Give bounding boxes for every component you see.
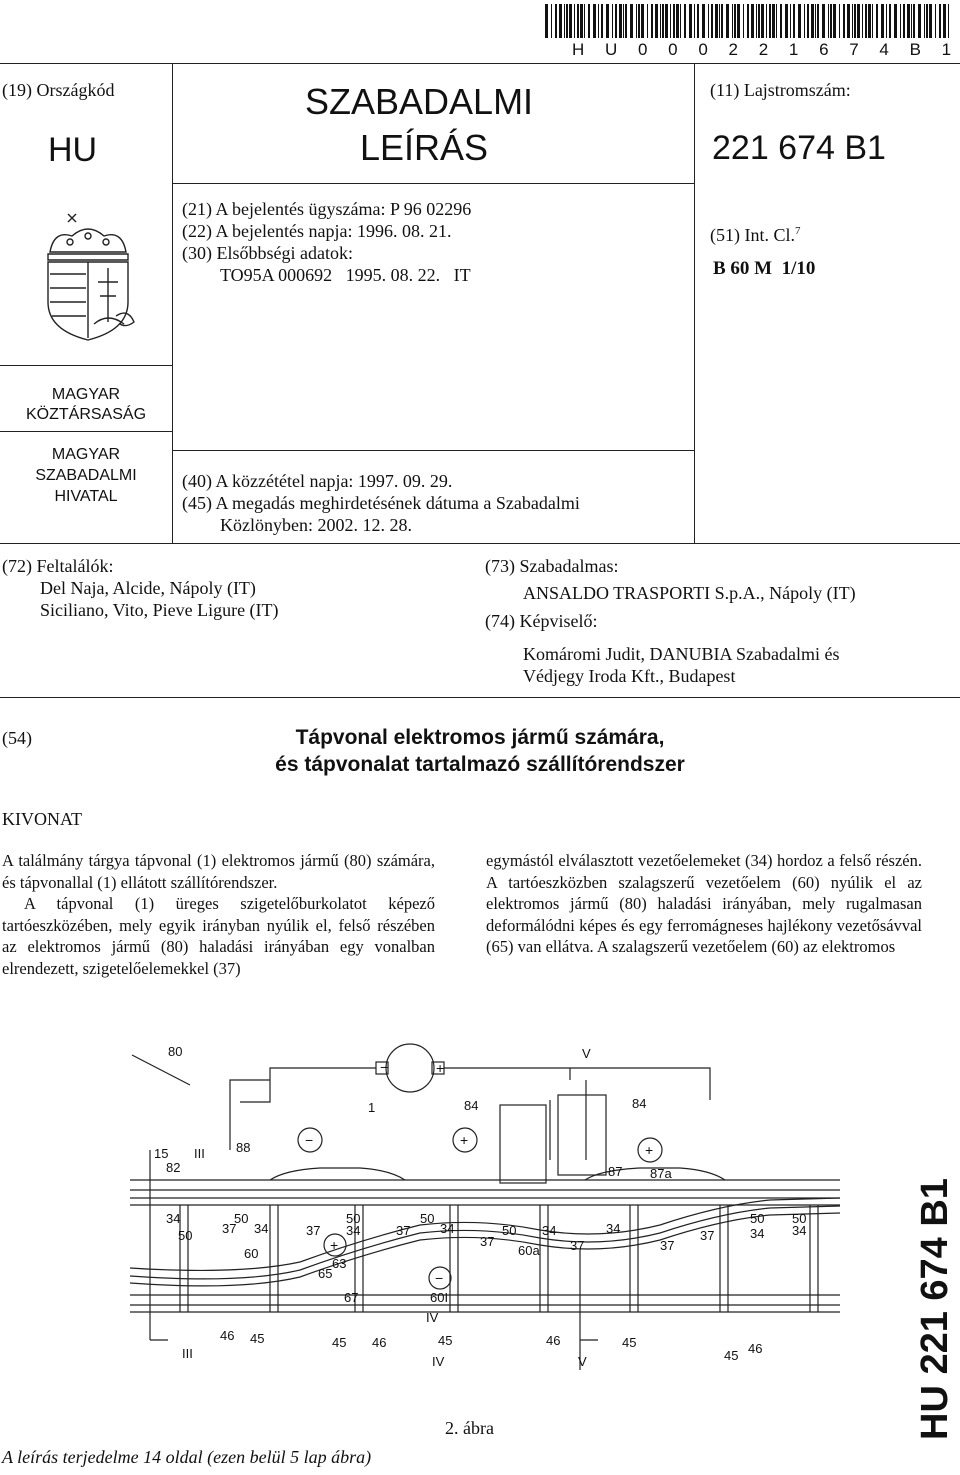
barcode-bar — [721, 4, 723, 38]
barcode-bar — [913, 4, 915, 38]
barcode-text: H U 0 0 0 2 2 1 6 7 4 B 1 — [572, 40, 960, 59]
barcode-bar — [580, 4, 583, 38]
barcode-bar — [903, 4, 905, 38]
barcode-bar — [911, 4, 912, 38]
pub-date: (40) A közzététel napja: 1997. 09. 29. — [182, 471, 453, 491]
grant-date-line1: (45) A megadás meghirdetésének dátuma a Szabadalmi — [182, 493, 580, 513]
footer-note: A leírás terjedelme 14 oldal (ezen belül 5 lap ábra) — [2, 1447, 372, 1467]
barcode-bar — [862, 4, 863, 38]
barcode-bar — [719, 4, 720, 38]
barcode-bar — [694, 4, 695, 38]
figure-label-l37d: 37 — [480, 1234, 495, 1249]
barcode-bar — [804, 4, 805, 38]
abstract-right-p1: egymástól elválasztott vezetőelemeket (34) hordoz a felső részén. A tartóeszközben szalagszerű vezetőelem (60) nyúlik el az elektromos jármű (80) haladási irányában, mely rugalmasan deformálódni képes és egy ferromágneses hajlékony vezetősávval (65) van ellátva. A szalagszerű vezetőelem (60) az elektromos — [486, 851, 922, 956]
barcode-bar — [638, 4, 640, 38]
barcode-bar — [726, 4, 729, 38]
barcode-bar — [772, 4, 775, 38]
barcode-bar — [747, 4, 749, 38]
barcode-bar — [619, 4, 622, 38]
figure-label-l37a: 37 — [222, 1221, 237, 1236]
grant-date-line2: Közlönyben: 2002. 12. 28. — [220, 515, 412, 535]
barcode-bar — [737, 4, 740, 38]
barcode-bar — [680, 4, 681, 38]
office-name — [0, 444, 172, 507]
divider — [0, 365, 172, 366]
office-country-line2: KÖZTÁRSASÁG — [25, 406, 147, 423]
barcode-bar — [625, 4, 627, 38]
barcode-bars — [545, 4, 955, 38]
figure-label-l45d: 45 — [622, 1335, 637, 1350]
barcode-bar — [868, 4, 871, 38]
figure-2 — [120, 1040, 890, 1370]
country-code: HU — [48, 131, 98, 169]
barcode-bar — [734, 4, 736, 38]
figure-label-lIV_bot: IV — [432, 1354, 445, 1369]
figure-label-l1: 1 — [368, 1100, 376, 1115]
box-84-left — [500, 1105, 546, 1183]
abstract-left-p1: A találmány tárgya tápvonal (1) elektromos jármű (80) számára, és tápvonallal (1) ellátott szállítórendszer. — [2, 851, 435, 892]
figure-label-l46a: 46 — [220, 1328, 235, 1343]
barcode-bar — [641, 4, 644, 38]
barcode-bar — [807, 4, 809, 38]
barcode-bar — [822, 4, 825, 38]
divider — [172, 450, 694, 451]
figure-label-l50b: 50 — [234, 1211, 249, 1226]
figure-label-lIII_top: III — [194, 1146, 205, 1161]
barcode-bar — [926, 4, 928, 38]
figure-label-lIII_bot: III — [182, 1346, 193, 1361]
barcode-bar — [756, 4, 757, 38]
abstract-left-p2: A tápvonal (1) üreges szigetelőburkolatot képező tartóeszközében, mely egyik irányban nyúlik el, felső részében az elektromos jármű (80) haladási irányában egy vonalban elrendezett, szigetelőelemekkel (37) — [2, 894, 435, 978]
barcode-bar — [780, 4, 782, 38]
figure-drawing — [120, 1040, 890, 1370]
reg-number: 221 674 B1 — [712, 129, 886, 167]
figure-label-l87a: 87a — [650, 1166, 672, 1181]
int-cl-text: (51) Int. Cl. — [710, 225, 795, 245]
barcode-bar — [872, 4, 873, 38]
title-line2: és tápvonalat tartalmazó szállítórendszer — [275, 753, 685, 776]
divider — [172, 63, 173, 543]
barcode-bar — [711, 4, 713, 38]
figure-label-l60I: 60I — [430, 1290, 449, 1305]
barcode-bar — [900, 4, 901, 38]
figure-sign-plus: + — [330, 1237, 339, 1253]
figure-label-l60: 60 — [244, 1246, 259, 1261]
barcode-bar — [732, 4, 733, 38]
barcode-bar — [598, 4, 599, 38]
priority-label: (30) Elsőbbségi adatok: — [182, 243, 353, 263]
divider — [0, 431, 172, 432]
figure-label-l34f: 34 — [606, 1221, 621, 1236]
figure-label-l67: 67 — [344, 1290, 359, 1305]
barcode-bar — [907, 4, 910, 38]
country-code-label: (19) Országkód — [2, 80, 115, 100]
barcode-bar — [843, 4, 845, 38]
barcode-bar — [918, 4, 921, 38]
barcode-bar — [828, 4, 829, 38]
figure-label-l15: 15 — [154, 1146, 169, 1161]
figure-label-l50e: 50 — [502, 1223, 517, 1238]
barcode-bar — [886, 4, 887, 38]
figure-label-l37f: 37 — [660, 1238, 675, 1253]
barcode-bar — [651, 4, 653, 38]
barcode-bar — [559, 4, 562, 38]
barcode-bar — [839, 4, 840, 38]
barcode-bar — [662, 4, 664, 38]
barcode-bar — [766, 4, 767, 38]
figure-label-l80: 80 — [168, 1044, 183, 1059]
int-cl-label — [710, 220, 801, 246]
barcode-bar — [689, 4, 692, 38]
figure-label-l37b: 37 — [306, 1223, 321, 1238]
motor-circle — [386, 1044, 434, 1092]
figure-label-l45c: 45 — [438, 1333, 453, 1348]
figure-sign-plus: + — [460, 1132, 469, 1148]
barcode-bar — [647, 4, 648, 38]
barcode-bar — [593, 4, 596, 38]
figure-label-l50a: 50 — [178, 1228, 193, 1243]
office-line2: SZABADALMI — [35, 467, 137, 484]
figure-label-l34d: 34 — [440, 1221, 455, 1236]
barcode-bar — [948, 4, 949, 38]
barcode-bar — [566, 4, 568, 38]
figure-label-l63: 63 — [332, 1256, 347, 1271]
figure-label-l84a: 84 — [464, 1098, 479, 1113]
barcode-bar — [584, 4, 585, 38]
barcode-bar — [854, 4, 856, 38]
figure-label-l50d: 50 — [420, 1211, 435, 1226]
figure-label-l45a: 45 — [250, 1331, 265, 1346]
barcode-bar — [943, 4, 946, 38]
figure-sign-minus: − — [305, 1132, 314, 1148]
representative-label: (74) Képviselő: — [485, 611, 598, 631]
divider — [0, 543, 960, 544]
barcode-bar — [630, 4, 633, 38]
office-country-line1: MAGYAR — [51, 386, 121, 403]
figure-label-l34e: 34 — [542, 1223, 557, 1238]
figure-label-l37e: 37 — [570, 1238, 585, 1253]
box-84-right — [558, 1095, 606, 1175]
figure-label-l34a: 34 — [166, 1211, 181, 1226]
coat-of-arms-icon — [40, 212, 136, 344]
figure-sign-minus: − — [435, 1270, 444, 1286]
figure-label-l45b: 45 — [332, 1335, 347, 1350]
barcode-bar — [865, 4, 867, 38]
figure-label-l50c: 50 — [346, 1211, 361, 1226]
barcode-bar — [815, 4, 816, 38]
barcode-bar — [623, 4, 624, 38]
inventor-2: Siciliano, Vito, Pieve Ligure (IT) — [40, 600, 279, 620]
barcode-bar — [551, 4, 552, 38]
figure-label-l34g: 34 — [792, 1223, 807, 1238]
figure-sign-plus: + — [645, 1142, 654, 1158]
barcode-bar — [924, 4, 925, 38]
barcode-bar — [881, 4, 884, 38]
barcode-bar — [793, 4, 795, 38]
barcode-bar — [612, 4, 613, 38]
barcode-bar — [577, 4, 579, 38]
office-line1: MAGYAR — [51, 446, 121, 463]
title — [200, 724, 760, 778]
barcode-bar — [564, 4, 565, 38]
doc-type-line1: SZABADALMI — [305, 81, 534, 122]
abstract-heading: KIVONAT — [2, 809, 82, 829]
figure-label-l46b: 46 — [372, 1335, 387, 1350]
application-date: (22) A bejelentés napja: 1996. 08. 21. — [182, 221, 452, 241]
barcode-bar — [702, 4, 705, 38]
figure-caption: 2. ábra — [445, 1418, 494, 1438]
priority-data: TO95A 000692 1995. 08. 22. IT — [220, 265, 471, 285]
owner-name: ANSALDO TRASPORTI S.p.A., Nápoly (IT) — [523, 583, 856, 603]
divider — [0, 697, 960, 698]
barcode-bar — [847, 4, 850, 38]
figure-label-lIV_top: IV — [426, 1310, 439, 1325]
barcode-bar — [876, 4, 878, 38]
figure-label-l65: 65 — [318, 1266, 333, 1281]
inventors-label: (72) Feltalálók: — [2, 556, 114, 576]
barcode-bar — [673, 4, 675, 38]
barcode-bar — [655, 4, 658, 38]
figure-label-l37g: 37 — [700, 1228, 715, 1243]
figure-label-l50g: 50 — [792, 1211, 807, 1226]
application-number: (21) A bejelentés ügyszáma: P 96 02296 — [182, 199, 472, 219]
figure-label-l34f: 34 — [750, 1226, 765, 1241]
figure-label-l87: 87 — [608, 1164, 623, 1179]
barcode-bar — [715, 4, 718, 38]
title-line1: Tápvonal elektromos jármű számára, — [295, 726, 665, 749]
barcode-bar — [569, 4, 572, 38]
figure-label-l60a: 60a — [518, 1243, 540, 1258]
figure-label-l46d: 46 — [748, 1341, 763, 1356]
reg-label: (11) Lajstromszám: — [710, 80, 851, 100]
side-patent-number: HU 221 674 B1 — [914, 1178, 956, 1440]
barcode-bar — [798, 4, 801, 38]
barcode-bar — [830, 4, 832, 38]
barcode-bar — [545, 4, 548, 38]
figure-label-l88: 88 — [236, 1140, 251, 1155]
figure-label-l82: 82 — [166, 1160, 181, 1175]
barcode-bar — [574, 4, 575, 38]
doc-type-line2: LEÍRÁS — [360, 127, 489, 168]
barcode-bar — [684, 4, 686, 38]
figure-label-l45e: 45 — [724, 1348, 739, 1363]
inventor-1: Del Naja, Alcide, Nápoly (IT) — [40, 578, 256, 598]
divider — [0, 63, 960, 64]
int-cl-sup: 7 — [795, 225, 801, 237]
office-country — [0, 385, 172, 425]
figure-sign-minus: − — [380, 1059, 389, 1075]
abstract-right-column — [486, 850, 922, 958]
barcode-bar — [817, 4, 819, 38]
barcode-bar — [776, 4, 777, 38]
barcode-bar — [761, 4, 764, 38]
barcode-bar — [894, 4, 897, 38]
divider — [172, 183, 694, 184]
barcode-bar — [751, 4, 754, 38]
divider — [694, 63, 695, 543]
barcode-bar — [769, 4, 771, 38]
abstract-left-column — [2, 850, 435, 979]
barcode-bar — [555, 4, 557, 38]
barcode-bar — [708, 4, 709, 38]
barcode-bar — [660, 4, 661, 38]
figure-label-l84b: 84 — [632, 1096, 647, 1111]
barcode-bar — [743, 4, 744, 38]
barcode-bar — [790, 4, 791, 38]
barcode-bar — [665, 4, 668, 38]
barcode-bar — [697, 4, 699, 38]
barcode-bar — [636, 4, 637, 38]
barcode-bar — [929, 4, 932, 38]
figure-label-l46c: 46 — [546, 1333, 561, 1348]
barcode-bar — [935, 4, 936, 38]
office-line3: HIVATAL — [54, 488, 118, 505]
barcode-bar — [785, 4, 788, 38]
barcode-bar — [676, 4, 679, 38]
barcode-bar — [670, 4, 671, 38]
barcode-bar — [857, 4, 860, 38]
barcode-bar — [758, 4, 760, 38]
barcode-bar — [811, 4, 814, 38]
barcode-bar — [833, 4, 836, 38]
figure-label-l34b: 34 — [254, 1221, 269, 1236]
barcode-bar — [615, 4, 617, 38]
barcode-bar — [588, 4, 590, 38]
barcode-bar — [889, 4, 891, 38]
title-code: (54) — [2, 728, 32, 748]
representative-line1: Komáromi Judit, DANUBIA Szabadalmi és — [523, 644, 840, 664]
figure-label-l50f: 50 — [750, 1211, 765, 1226]
barcode-bar — [939, 4, 941, 38]
figure-label-lV_bot: V — [578, 1354, 587, 1369]
barcode-bar — [606, 4, 609, 38]
barcode-bar — [852, 4, 853, 38]
owner-label: (73) Szabadalmas: — [485, 556, 619, 576]
barcode — [545, 4, 955, 38]
representative-line2: Védjegy Iroda Kft., Budapest — [523, 666, 736, 686]
figure-label-lV_top: V — [582, 1046, 591, 1061]
figure-sign-plus: + — [436, 1060, 445, 1076]
int-cl-value: B 60 M 1/10 — [713, 258, 816, 279]
figure-label-l34c: 34 — [346, 1223, 361, 1238]
barcode-bar — [601, 4, 603, 38]
figure-label-l37c: 37 — [396, 1223, 411, 1238]
